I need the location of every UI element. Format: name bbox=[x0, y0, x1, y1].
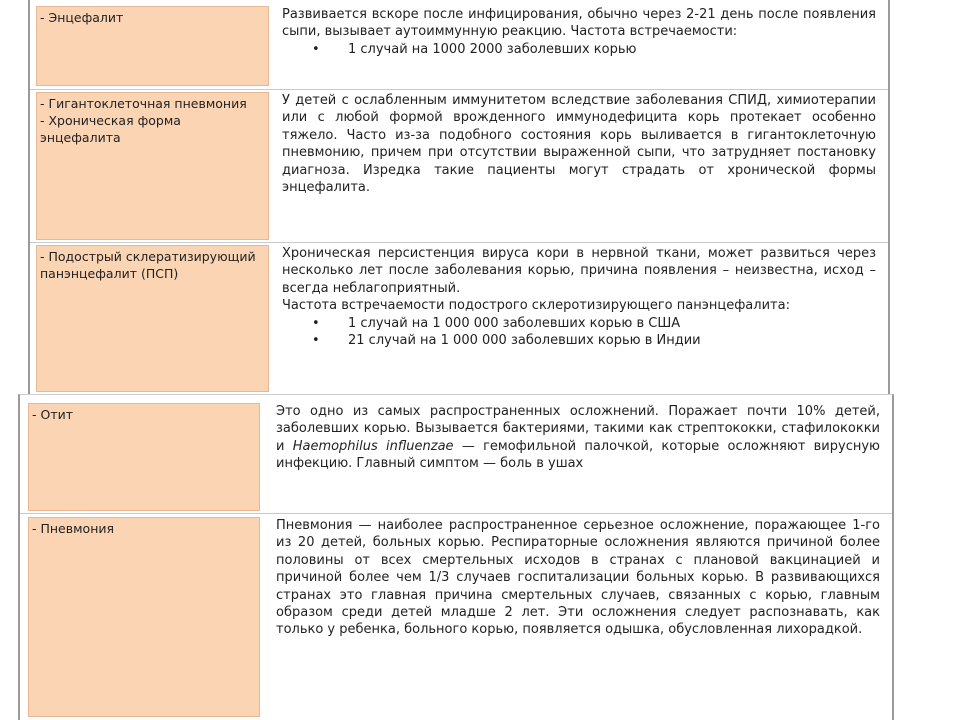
description-cell bbox=[282, 92, 876, 240]
frequency-item: • 1 случай на 1 000 000 заболевших корью в США bbox=[312, 315, 876, 332]
table-row-sspe bbox=[36, 245, 882, 392]
term-cell: - Подострый склератизирующий панэнцефалит (ПСП) bbox=[36, 245, 269, 392]
description-cell bbox=[276, 517, 880, 717]
description-text-part: — гемофильной палочкой, которые осложняют вирусную инфекцию. Главный симптом — боль в ушах bbox=[276, 438, 880, 472]
term-cell: - Гигантоклеточная пневмония - Хроническая форма энцефалита bbox=[36, 92, 269, 240]
frequency-item: • 1 случай на 1000 2000 заболевших корью bbox=[312, 41, 876, 58]
frequency-item: • 21 случай на 1 000 000 заболевших корью в Индии bbox=[312, 332, 876, 349]
row-divider bbox=[30, 89, 888, 90]
bacteria-name: Haemophilus influenzae bbox=[292, 438, 454, 454]
term-cell: - Отит bbox=[28, 403, 260, 511]
description-cell bbox=[282, 245, 876, 392]
description-text: Пневмония — наиболее распространенное серьезное осложнение, поражающее 1-го из 20 детей, больных корью. Респираторные осложнения являются причиной более половины от всех смертельных исходов в странах с плановой вакцинацией и причиной более чем 1/3 случаев госпитализации больных корью. В развивающихся странах это главная причина смертельных случаев, связанных с корью, главным образом среди детей младше 2 лет. Эти осложнения следует распознавать, как только у ребенка, больного корью, появляется одышка, обусловленная лихорадкой. bbox=[276, 518, 880, 638]
frequency-list bbox=[282, 41, 876, 58]
description-text: Развивается вскоре после инфицирования, обычно через 2-21 день после появления сыпи, вызывает аутоиммунную реакцию. Частота встречаемости: bbox=[282, 7, 876, 40]
term-cell: - Энцефалит bbox=[36, 6, 269, 86]
description-text: У детей с ослабленным иммунитетом вследствие заболевания СПИД, химиотерапии или с любой формой врожденного иммунодефицита корь протекает особенно тяжело. Часто из-за подобного состояния корь выливается в гигантоклеточную пневмонию, причем при отсутствии выраженной сыпи, что затрудняет постановку диагноза. Изредка такие пациенты могут страдать от хронической формы энцефалита. bbox=[282, 93, 876, 196]
description-text: Хроническая персистенция вируса кори в нервной ткани, может развиться через несколько лет после заболевания корью, причина появления – неизвестна, исход – всегда неблагоприятный. bbox=[282, 246, 876, 296]
bottom-complications-table bbox=[18, 394, 894, 720]
description-text-frequency: Частота встречаемости подострого склеротизирующего панэнцефалита: bbox=[282, 298, 790, 314]
row-divider bbox=[20, 513, 892, 514]
table-row-otitis bbox=[28, 403, 886, 511]
table-row-giant-cell-pneumonia bbox=[36, 92, 882, 240]
table-row-encephalitis bbox=[36, 6, 882, 86]
row-divider bbox=[30, 242, 888, 243]
description-cell bbox=[282, 6, 876, 86]
top-complications-table bbox=[28, 0, 890, 394]
description-text-part: Это одно из самых распространенных осложнений. Поражает почти 10% детей, заболевших корью. Вызывается бактериями, такими как стрептококки, стафилококки и bbox=[276, 404, 880, 454]
table-row-pneumonia bbox=[28, 517, 886, 717]
frequency-list bbox=[282, 315, 876, 350]
term-cell: - Пневмония bbox=[28, 517, 260, 717]
description-cell bbox=[276, 403, 880, 511]
description-text bbox=[276, 403, 880, 473]
